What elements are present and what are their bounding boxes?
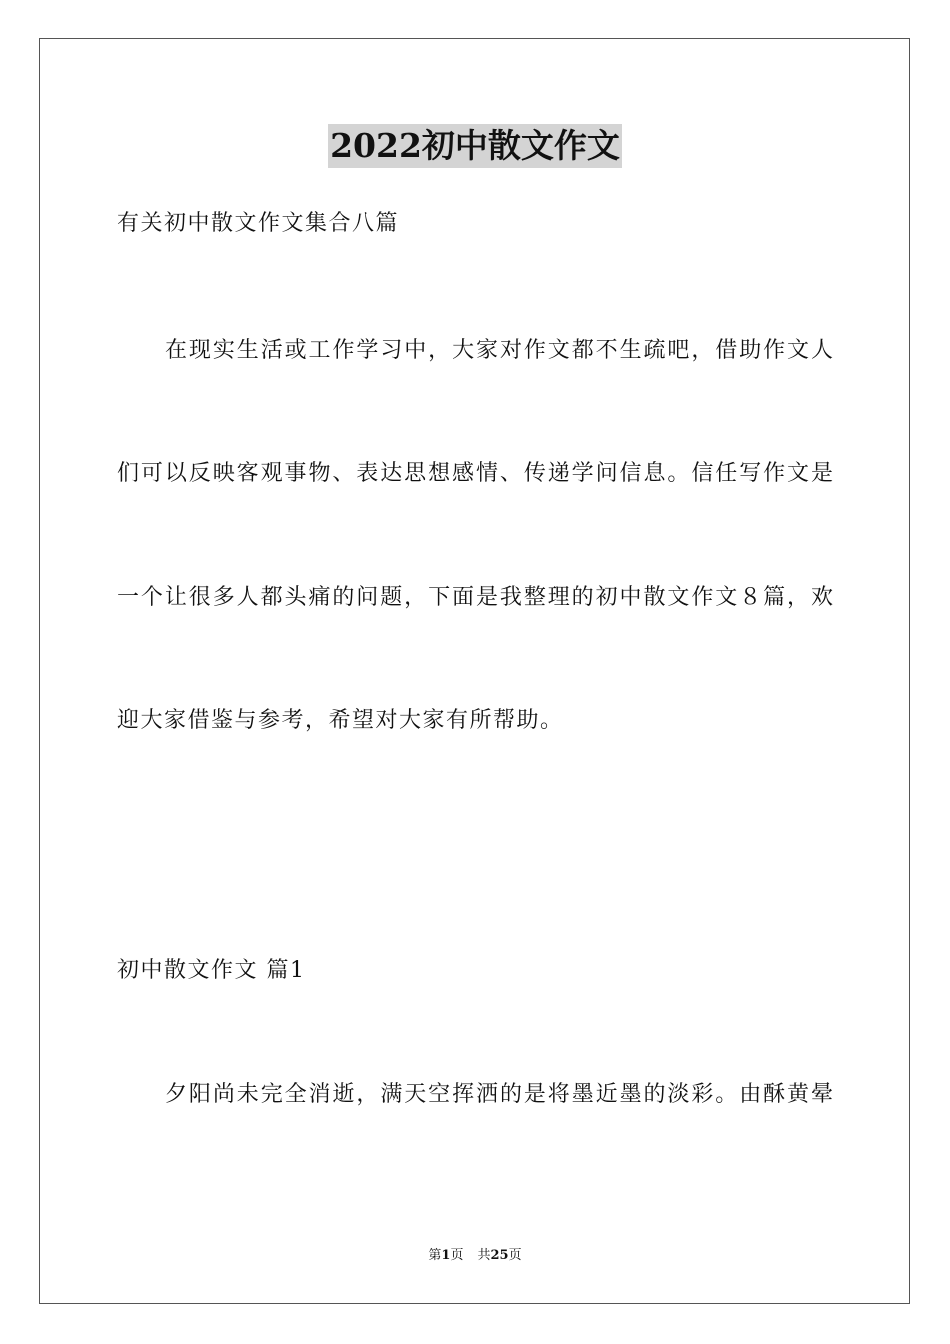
title-container (0, 124, 950, 168)
footer-total-pages: 25 (490, 1248, 509, 1263)
footer-page-prefix: 第 (428, 1248, 442, 1263)
intro-line-3: 一个让很多人都头痛的问题，下面是我整理的初中散文作文８篇，欢 (117, 585, 833, 610)
intro-line-4: 迎大家借鉴与参考，希望对大家有所帮助。 (117, 708, 564, 733)
section-heading: 初中散文作文 篇1 (117, 958, 306, 983)
document-title: 2022初中散文作文 (328, 124, 622, 168)
intro-line-1: 在现实生活或工作学习中，大家对作文都不生疏吧，借助作文人 (165, 338, 833, 363)
footer-page-suffix: 页 (450, 1248, 464, 1263)
footer-total-prefix: 共 (477, 1248, 491, 1263)
page-footer (0, 1247, 950, 1265)
intro-line-2: 们可以反映客观事物、表达思想感情、传递学问信息。信任写作文是 (117, 461, 833, 486)
document-subtitle: 有关初中散文作文集合八篇 (117, 211, 400, 236)
footer-total-suffix: 页 (508, 1248, 522, 1263)
section-line-1: 夕阳尚未完全消逝，满天空挥洒的是将墨近墨的淡彩。由酥黄晕 (165, 1082, 833, 1107)
footer-page-number: 1 (441, 1248, 451, 1263)
